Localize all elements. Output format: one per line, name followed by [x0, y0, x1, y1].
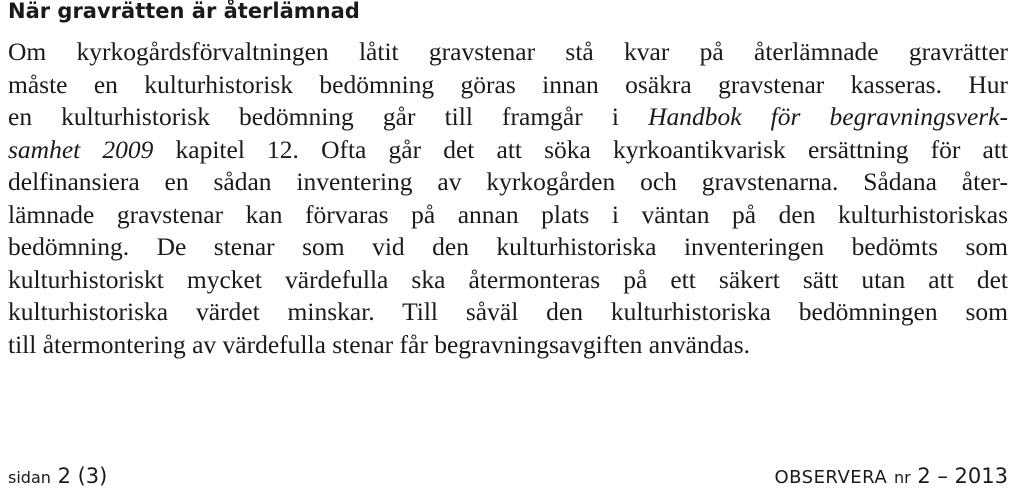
section-heading: När gravrätten är återlämnad: [8, 0, 360, 23]
paragraph-line: lämnade gravstenar kan förvaras på annan plats i väntan på den kulturhistoriskas: [8, 199, 1008, 229]
paragraph-text: en kulturhistorisk bedömning går till framgår i: [8, 102, 649, 131]
paragraph-text: kapitel 12. Ofta går det att söka kyrkoantikvarisk ersättning för att: [153, 134, 1008, 164]
paragraph-line: måste en kulturhistorisk bedömning göras innan osäkra gravstenar kasseras. Hur: [8, 69, 1008, 99]
paragraph-line: [8, 101, 1008, 134]
publication-info: [774, 462, 1008, 492]
handbook-title-part2: samhet 2009: [8, 134, 154, 164]
paragraph-line: bedömning. De stenar som vid den kulturhistoriska inventeringen bedömts som: [8, 232, 1008, 261]
issue-nr-word: nr: [893, 468, 911, 487]
page-indicator: [8, 462, 107, 492]
paragraph-line: kulturhistoriska värdet minskar. Till såväl den kulturhistoriska bedömningen som: [8, 297, 1008, 326]
page-word: sidan: [8, 468, 51, 487]
handbook-title-part1: Handbok för begravningsverk-: [648, 102, 1008, 131]
publication-name: OBSERVERA: [774, 467, 888, 488]
body-paragraph: [8, 36, 1008, 361]
issue-number: 2 – 2013: [917, 464, 1008, 488]
page-number: 2 (3): [57, 464, 108, 488]
paragraph-line: [8, 134, 1008, 167]
paragraph-line: kulturhistoriskt mycket värdefulla ska återmonteras på ett säkert sätt utan att det: [8, 264, 1008, 294]
paragraph-line: Om kyrkogårdsförvaltningen låtit gravstenar stå kvar på återlämnade gravrätter: [8, 37, 1008, 66]
paragraph-line: delfinansiera en sådan inventering av kyrkogården och gravstenarna. Sådana åter-: [8, 167, 1008, 196]
paragraph-line: till återmontering av värdefulla stenar får begravningsavgiften användas.: [8, 329, 751, 359]
